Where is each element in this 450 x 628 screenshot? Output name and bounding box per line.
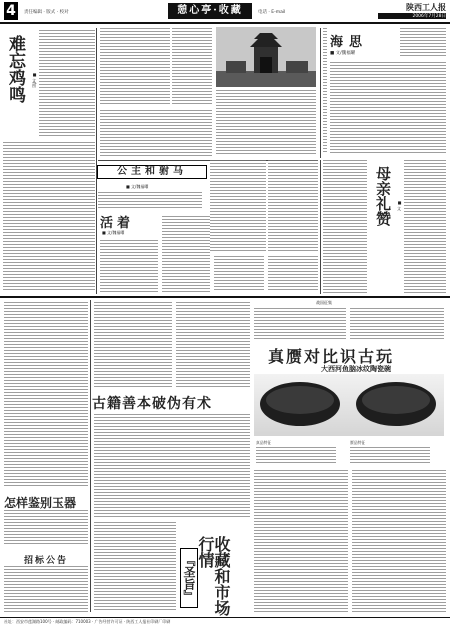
left-article-headline: 难忘鸡鸣	[5, 35, 25, 103]
muqin-text-right	[404, 160, 446, 294]
muqin-byline: ■ 文	[397, 200, 402, 211]
zhaopin-headline: 招标公告	[24, 556, 69, 566]
poem-2	[162, 216, 210, 292]
gongzhi-text	[210, 160, 266, 252]
haisi-byline: ■ 文/魏福曜	[330, 51, 356, 56]
gongzhi-byline: ■ 文/魏福曜	[126, 184, 149, 189]
issue-date: 2006年7月28日	[378, 13, 446, 19]
lower-mid-text-2	[176, 302, 250, 388]
huozhe-headline: 活着	[100, 216, 135, 231]
mid-article-text	[100, 28, 170, 106]
zenyang-headline: 怎样鉴别玉器	[4, 496, 77, 510]
section-divider	[0, 296, 450, 298]
left-article-text-top	[39, 30, 95, 138]
haisi-article-text	[330, 62, 446, 154]
caption-text-left	[256, 447, 336, 465]
zhaopin-text	[4, 566, 88, 612]
zenyang-text	[4, 510, 88, 546]
page-number: 4	[4, 2, 18, 20]
muqin-text-left	[323, 160, 367, 294]
jiagu-text-2	[352, 470, 446, 612]
caption-text-right	[350, 447, 430, 465]
bowls-photo	[254, 374, 444, 436]
haisi-headline: 海思	[330, 35, 369, 50]
gongzhi-text-2	[268, 160, 318, 252]
column-rule	[320, 160, 321, 294]
haisi-side-text	[323, 28, 327, 154]
poem-4	[268, 256, 318, 292]
contact-info: 电话 · E-mail	[258, 10, 286, 15]
mid-article-text-3	[216, 90, 316, 154]
ad-text	[94, 522, 176, 612]
caption-right: 赝品特征	[350, 440, 366, 445]
left-article-text	[3, 142, 95, 292]
mid-article-text-2	[172, 28, 212, 106]
newspaper-logo: 陕西工人报	[406, 2, 446, 12]
caption-left: 真品特征	[256, 440, 272, 445]
guji-text	[94, 414, 250, 518]
jiagu-subtitle: 大西河鱼脑冰纹陶瓷碗	[321, 365, 391, 373]
muqin-headline: 母亲礼赞	[374, 166, 392, 226]
right-lower-text	[254, 308, 346, 340]
guji-headline: 古籍善本破伪有术	[92, 396, 212, 412]
gongzhi-headline: 公主和驸马	[97, 165, 207, 179]
gongzhi-text-left	[98, 192, 202, 210]
zhengqian-subtitle: 战国征集	[316, 300, 332, 305]
column-rule	[96, 28, 97, 294]
editor-info: 责任编辑 · 版式 · 校对	[24, 10, 69, 15]
huozhe-poem	[100, 240, 158, 292]
left-article-byline: ■ 文/图	[32, 72, 37, 88]
mid-article-text-4	[100, 110, 212, 158]
lower-mid-text	[94, 302, 172, 388]
right-lower-text-2	[350, 308, 444, 340]
footer-text: 社址：西安市莲湖路100号 · 邮政编码：710003 · 广告经营许可证 · 陕西工人报社印刷厂印刷	[4, 619, 171, 624]
jiagu-text	[254, 470, 348, 612]
huozhe-byline: ■ 文/魏福曜	[102, 230, 125, 235]
shengzhi-box: 『圣旨』	[180, 548, 198, 608]
poem-3	[214, 256, 264, 292]
column-rule	[320, 28, 321, 158]
shoucang-headline: 收藏和市场行情	[196, 536, 231, 616]
section-title: 憩心亭·收藏	[168, 3, 252, 19]
haisi-article-text-top	[400, 28, 446, 58]
column-rule	[90, 300, 91, 612]
tower-photo	[216, 27, 316, 87]
lower-left-text	[4, 302, 88, 486]
jiagu-headline: 真赝对比识古玩	[268, 347, 395, 366]
